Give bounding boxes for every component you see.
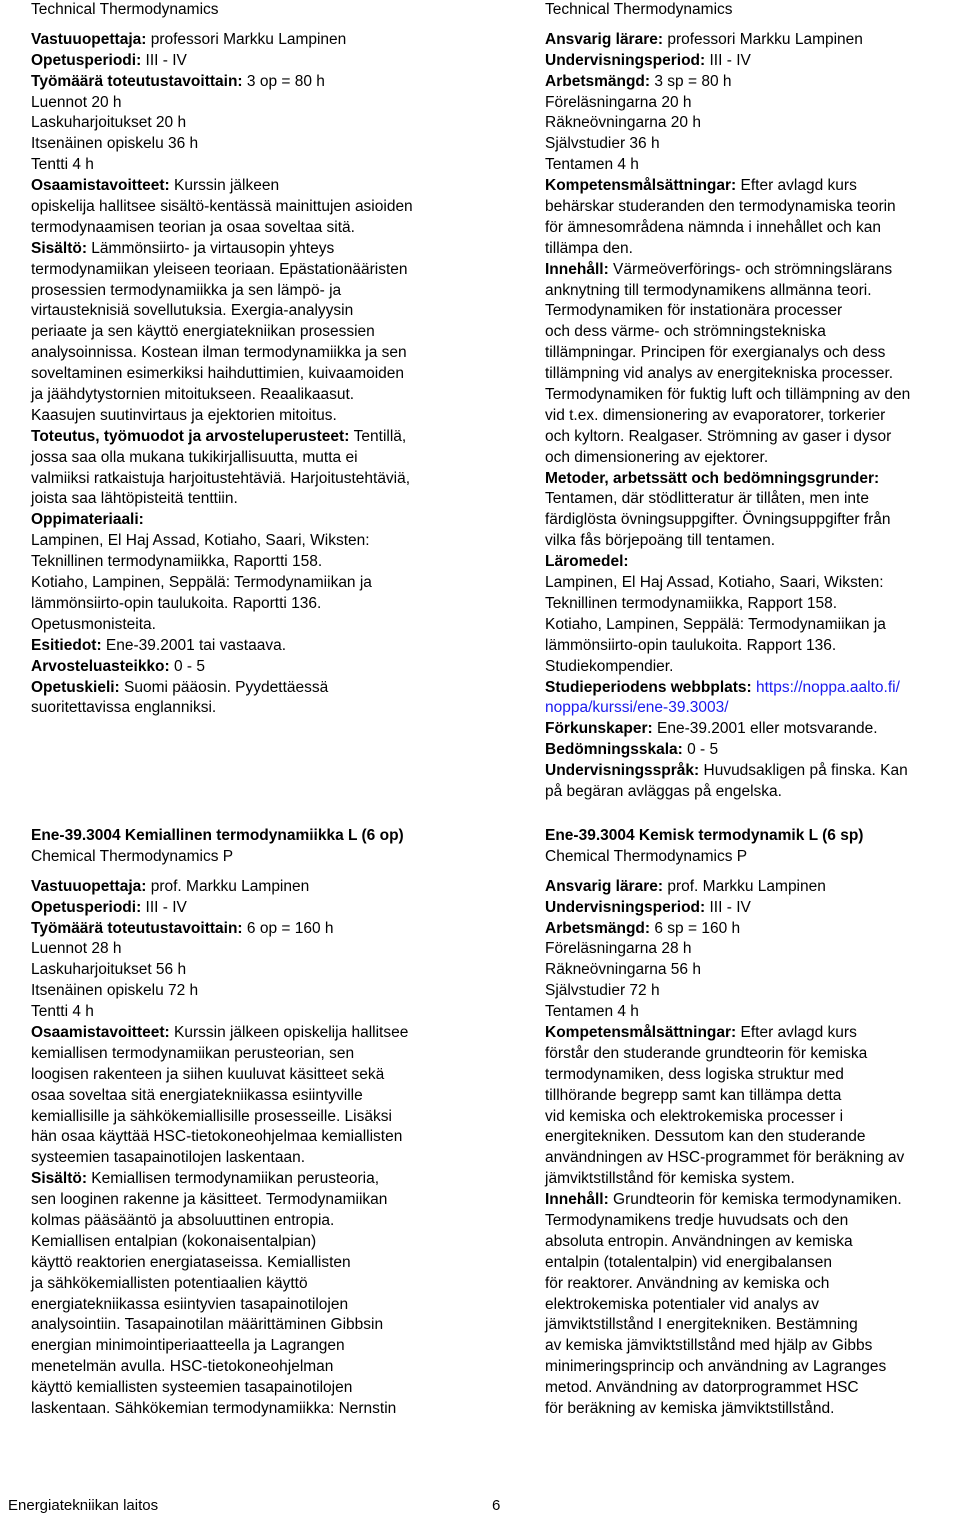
text-line [545,1295,960,1316]
line-text: III - IV [709,898,751,916]
field-label: Toteutus, työmuodot ja arvosteluperusteet: [31,427,354,445]
text-line [545,1378,960,1399]
field-label: Vastuuopettaja: [31,30,151,48]
text-line [31,1023,456,1044]
text-line [545,719,960,740]
text-line [545,113,960,134]
text-line [545,239,960,260]
line-text: Kotiaho, Lampinen, Seppälä: Termodynamiikan ja [31,574,372,592]
line-text: Itsenäinen opiskelu 36 h [31,135,199,153]
text-line [545,72,960,93]
text-line [31,615,456,636]
text-line [31,636,456,657]
text-line [31,364,456,385]
text-line [31,1378,456,1399]
text-line [545,1148,960,1169]
course-subtitle: Chemical Thermodynamics P [545,847,748,865]
line-text: energian minimointiperiaatteella ja Lagrangen [31,1337,345,1355]
field-label: Undervisningsspråk: [545,762,704,780]
line-text: Tentamen, där stödlitteratur är tillåten, men inte [545,490,869,508]
line-text: Kurssin jälkeen [174,177,280,195]
text-line [31,134,456,155]
line-text: Laskuharjoitukset 20 h [31,114,187,132]
line-text: ja sähkökemiallisten potentiaalien käyttö [31,1274,308,1292]
course-block-chemical-thermodynamics-sv [545,826,960,1420]
course-description [545,877,960,1420]
text-line [545,636,960,657]
line-text: anknytning till termodynamikens allmänna teori. [545,281,872,299]
text-line [545,1232,960,1253]
line-text: Föreläsningarna 28 h [545,940,692,958]
field-label: Metoder, arbetssätt och bedömningsgrunder: [545,469,880,487]
line-text: färdiglösta övningsuppgifter. Övningsuppgifter från [545,511,891,529]
field-label: Osaamistavoitteet: [31,1024,174,1042]
field-label: Esitiedot: [31,636,106,654]
text-line [545,1274,960,1295]
field-label: Undervisningsperiod: [545,51,710,69]
line-text: Tentamen 4 h [545,1003,639,1021]
line-text: användningen av HSC-programmet för beräkning av [545,1149,905,1167]
line-text: Värmeöverförings- och strömningslärans [613,260,893,278]
text-line [31,678,456,699]
text-line [31,281,456,302]
line-text: vilka fås börjepoäng till tentamen. [545,532,776,550]
text-line [31,260,456,281]
text-line [545,218,960,239]
line-text: kemiallisille ja sähkökemiallisille prosesseille. Lisäksi [31,1107,392,1125]
line-text: vid t.ex. dimensionering av evaporatorer, torkerier [545,406,886,424]
field-label: Förkunskaper: [545,720,657,738]
line-text: jossa saa olla mukana tukikirjallisuutta, mutta ei [31,448,358,466]
line-text: termodynaamisen teorian ja osaa soveltaa sitä. [31,218,355,236]
line-text: Kaasujen suutinvirtaus ja ejektorien mitoitus. [31,406,337,424]
line-text: Itsenäinen opiskelu 72 h [31,982,199,1000]
course-heading: Technical Thermodynamics [545,1,733,18]
field-label: Ansvarig lärare: [545,30,668,48]
line-text: Huvudsakligen på finska. Kan [703,762,908,780]
line-text: tillämpning vid analys av energitekniska processer. [545,365,894,383]
field-label: Opetusperiodi: [31,898,146,916]
text-line [31,239,456,260]
text-line [545,469,960,490]
text-line [31,1044,456,1065]
line-text: Termodynamiken för fuktig luft och tillämpning av den [545,386,911,404]
text-line [545,301,960,322]
page-number: 6 [492,1497,501,1514]
course-description [31,30,456,719]
field-label: Oppimateriaali: [31,511,144,529]
text-line [545,919,960,940]
line-text: menetelmän avulla. HSC-tietokoneohjelman [31,1358,334,1376]
line-text: tillämpningar. Principen för exergianalys och dess [545,344,886,362]
line-text: Ene-39.2001 tai vastaava. [105,636,287,654]
line-text: III - IV [145,51,187,69]
text-line [545,981,960,1002]
line-text: professori Markku Lampinen [667,30,863,48]
text-line [545,1253,960,1274]
line-text: förstår den studerande grundteorin för kemiska [545,1044,868,1062]
text-line [545,176,960,197]
course-block-chemical-thermodynamics-fi [31,826,456,1420]
line-text: energiatekniikassa esiintyvien tasapainotilojen [31,1295,349,1313]
text-line [545,782,960,803]
line-text: 6 sp = 160 h [654,919,741,937]
text-line [31,981,456,1002]
line-text: Tentamen 4 h [545,156,639,174]
text-line [545,1086,960,1107]
text-line [545,1336,960,1357]
line-text: analysointiin. Tasapainotilan määrittäminen Gibbsin [31,1316,384,1334]
line-text: och dess värme- och strömningstekniska [545,323,826,341]
field-label: Sisältö: [31,239,92,257]
line-text: vid kemiska och elektrokemiska processer i [545,1107,844,1125]
line-text: systeemien tasapainotilojen laskentaan. [31,1149,306,1167]
line-text: på begäran avläggas på engelska. [545,782,782,800]
text-line [31,573,456,594]
line-text: Teknillinen termodynamiikka, Raportti 158. [31,553,323,571]
text-line [545,322,960,343]
line-text: av kemiska jämviktstillstånd med hjälp av Gibbs [545,1337,873,1355]
text-line [31,427,456,448]
line-text: Lampinen, El Haj Assad, Kotiaho, Saari, Wiksten: [545,574,884,592]
text-line [31,1107,456,1128]
text-line [545,698,960,719]
course-description [545,30,960,803]
line-text: Lampinen, El Haj Assad, Kotiaho, Saari, Wiksten: [31,532,370,550]
line-text: Tentillä, [353,427,407,445]
line-text: sen looginen rakenne ja käsitteet. Termodynamiikan [31,1191,388,1209]
text-line [545,1002,960,1023]
line-text: Kemiallisen entalpian (kokonaisentalpian) [31,1232,317,1250]
text-line [545,594,960,615]
text-line [31,1253,456,1274]
text-line [545,657,960,678]
text-line [545,260,960,281]
line-text: Luennot 28 h [31,940,122,958]
text-line [31,301,456,322]
text-line [545,134,960,155]
text-line [31,1357,456,1378]
line-text: prosessien termodynamiikka ja sen lämpö- ja [31,281,342,299]
line-text: Föreläsningarna 20 h [545,93,692,111]
line-text: termodynamiikan yleiseen teoriaan. Epästationääristen [31,260,408,278]
text-line [545,1023,960,1044]
text-line [545,385,960,406]
line-text: Ene-39.2001 eller motsvarande. [656,720,878,738]
text-line [31,1232,456,1253]
text-line [545,1357,960,1378]
line-text: 0 - 5 [687,741,719,759]
text-line [545,740,960,761]
text-line [545,1315,960,1336]
text-line [545,573,960,594]
text-line [31,51,456,72]
course-description [31,877,456,1420]
line-text: Kurssin jälkeen opiskelija hallitsee [174,1024,409,1042]
text-line [31,176,456,197]
line-text: analysoinnissa. Kostean ilman termodynamiikka ja sen [31,344,407,362]
text-line [545,93,960,114]
text-line [545,1127,960,1148]
line-text: 3 sp = 80 h [654,72,732,90]
line-text: metod. Användning av datorprogrammet HSC [545,1379,859,1397]
text-line [31,343,456,364]
line-text: virtausteknisiä sovellutuksia. Exergia-analyysin [31,302,354,320]
field-label: Arbetsmängd: [545,919,655,937]
line-text: Teknillinen termodynamiikka, Rapport 158. [545,594,838,612]
line-text: absoluta entropin. Användningen av kemiska [545,1232,853,1250]
text-line [545,1065,960,1086]
line-text: lämmönsiirto-opin taulukoita. Raportti 136. [31,594,322,612]
line-text: Studiekompendier. [545,657,674,675]
text-line [31,155,456,176]
line-text: prof. Markku Lampinen [150,877,310,895]
course-subtitle: Chemical Thermodynamics P [31,847,234,865]
line-text: III - IV [145,898,187,916]
text-line [545,939,960,960]
text-line [31,1169,456,1190]
text-line [31,1399,456,1420]
text-line [31,1295,456,1316]
line-text: Suomi pääosin. Pyydettäessä [124,678,329,696]
line-text: termodynamiken, dess logiska struktur med [545,1065,844,1083]
text-line [31,657,456,678]
link-text[interactable]: https://noppa.aalto.fi/ [756,678,900,696]
text-line [31,218,456,239]
line-text: joista saa lähtöpisteitä tenttiin. [31,490,238,508]
text-line [545,1107,960,1128]
line-text: Kotiaho, Lampinen, Seppälä: Termodynamiikan ja [545,615,886,633]
text-line [31,960,456,981]
field-label: Innehåll: [545,1191,614,1209]
line-text: käyttö kemiallisten systeemien tasapainotilojen [31,1379,353,1397]
text-line [31,197,456,218]
line-text: och dimensionering av ejektorer. [545,448,769,466]
line-text: suoritettavissa englanniksi. [31,699,217,717]
line-text: Efter avlagd kurs [740,177,857,195]
line-text: och kyltorn. Realgaser. Strömning av gaser i dysor [545,427,892,445]
field-label: Innehåll: [545,260,614,278]
text-line [31,489,456,510]
text-line [545,1169,960,1190]
line-text: Laskuharjoitukset 56 h [31,961,187,979]
line-text: Självstudier 72 h [545,982,660,1000]
line-text: Grundteorin för kemiska termodynamiken. [613,1191,902,1209]
text-line [545,1044,960,1065]
field-label: Työmäärä toteutustavoittain: [31,919,247,937]
line-text: käyttö reaktorien energiataseissa. Kemiallisten [31,1253,351,1271]
line-text: Opetusmonisteita. [31,615,156,633]
line-text: entalpin (totalentalpin) vid energibalansen [545,1253,832,1271]
text-line [31,594,456,615]
text-line [31,1086,456,1107]
text-line [545,51,960,72]
field-label: Bedömningsskala: [545,741,688,759]
text-line [31,1336,456,1357]
line-text: kolmas pääsääntö ja absoluuttinen entropia. [31,1212,335,1230]
text-line [31,1211,456,1232]
line-text: för beräkning av kemiska jämviktstillstånd. [545,1400,835,1418]
field-label: Arvosteluasteikko: [31,657,174,675]
line-text: elektrokemiska potentialer vid analys av [545,1295,819,1313]
line-text: Självstudier 36 h [545,135,660,153]
text-line [545,510,960,531]
line-text: osaa soveltaa sitä energiatekniikassa esiintyville [31,1086,363,1104]
line-text: periaate ja sen käyttö energiatekniikan prosessien [31,323,375,341]
line-text: valmiiksi ratkaistuja harjoitustehtäviä. Harjoitustehtäviä, [31,469,411,487]
line-text: kemiallisen termodynamiikan perusteorian, sen [31,1044,355,1062]
field-label: Opetuskieli: [31,678,125,696]
text-line [545,155,960,176]
field-label: Undervisningsperiod: [545,898,710,916]
text-line [31,939,456,960]
field-label: Kompetensmålsättningar: [545,1024,741,1042]
line-text: Termodynamikens tredje huvudsats och den [545,1212,849,1230]
line-text: Luennot 20 h [31,93,122,111]
line-text: Termodynamiken för instationära processer [545,302,843,320]
text-line [545,1399,960,1420]
text-line [31,919,456,940]
text-line [31,552,456,573]
line-text: 6 op = 160 h [246,919,334,937]
text-line [31,531,456,552]
text-line [31,1148,456,1169]
text-line [31,406,456,427]
field-label: Kompetensmålsättningar: [545,177,741,195]
text-line [545,552,960,573]
text-line [545,615,960,636]
text-line [31,1127,456,1148]
line-text: opiskelija hallitsee sisältö-kentässä mainittujen asioiden [31,198,413,216]
line-text: minimeringsprincip och användning av Lagranges [545,1358,887,1376]
text-line [31,322,456,343]
line-text: energitekniken. Dessutom kan den studerande [545,1128,866,1146]
line-text: Kemiallisen termodynamiikan perusteoria, [91,1170,380,1188]
text-line [545,343,960,364]
line-text: lämmönsiirto-opin taulukoita. Rapport 136. [545,636,837,654]
line-text: hän osaa käyttää HSC-tietokoneohjelmaa kemiallisten [31,1128,403,1146]
field-label: Sisältö: [31,1170,92,1188]
line-text: soveltaminen esimerkiksi haihduttimien, kuivaamoiden [31,365,405,383]
text-line [31,1274,456,1295]
course-code-title: Ene-39.3004 Kemisk termodynamik L (6 sp) [545,827,864,844]
text-line [545,30,960,51]
text-line [545,1211,960,1232]
course-block-technical-thermodynamics-sv [545,0,960,803]
line-text: professori Markku Lampinen [150,30,347,48]
text-line [31,93,456,114]
text-line [31,1190,456,1211]
text-line [31,72,456,93]
line-text: laskentaan. Sähkökemian termodynamiikka: Nernstin [31,1400,397,1418]
footer-department: Energiatekniikan laitos [8,1497,159,1514]
line-text: 3 op = 80 h [246,72,325,90]
field-label: Opetusperiodi: [31,51,146,69]
text-line [31,113,456,134]
text-line [545,960,960,981]
text-line [545,197,960,218]
field-label: Ansvarig lärare: [545,877,668,895]
text-line [545,448,960,469]
line-text: Lämmönsiirto- ja virtausopin yhteys [91,239,335,257]
field-label: Työmäärä toteutustavoittain: [31,72,247,90]
field-label: Läromedel: [545,553,629,571]
text-line [545,898,960,919]
line-text: Räkneövningarna 56 h [545,961,701,979]
text-line [31,1315,456,1336]
text-line [31,30,456,51]
line-text: Räkneövningarna 20 h [545,114,701,132]
text-line [545,406,960,427]
line-text: III - IV [709,51,751,69]
text-line [545,531,960,552]
line-text: Tentti 4 h [31,1003,94,1021]
text-line [31,1002,456,1023]
field-label: Arbetsmängd: [545,72,655,90]
line-text: 0 - 5 [174,657,206,675]
line-text: för ämnesområdena nämnda i innehållet och kan [545,218,882,236]
course-code-title: Ene-39.3004 Kemiallinen termodynamiikka L (6 op) [31,827,404,844]
link-text[interactable]: noppa/kurssi/ene-39.3003/ [545,699,729,717]
line-text: ja jäähdytystornien mitoitukseen. Reaalikaasut. [31,386,355,404]
field-label: Osaamistavoitteet: [31,177,174,195]
course-heading: Technical Thermodynamics [31,1,219,18]
text-line [545,364,960,385]
text-line [31,877,456,898]
line-text: jämviktstillstånd I energitekniken. Bestämning [545,1316,858,1334]
text-line [31,510,456,531]
text-line [545,489,960,510]
text-line [31,385,456,406]
line-text: jämviktstillstånd för kemiska system. [545,1170,795,1188]
text-line [545,678,960,699]
text-line [545,877,960,898]
line-text: behärskar studeranden den termodynamiska teorin [545,198,896,216]
line-text: Efter avlagd kurs [740,1024,857,1042]
course-block-technical-thermodynamics-fi [31,0,456,719]
line-text: för reaktorer. Användning av kemiska och [545,1274,830,1292]
text-line [545,761,960,782]
text-line [31,448,456,469]
text-line [31,698,456,719]
line-text: prof. Markku Lampinen [667,877,826,895]
text-line [545,427,960,448]
text-line [545,1190,960,1211]
field-label: Vastuuopettaja: [31,877,151,895]
text-line [31,469,456,490]
text-line [545,281,960,302]
text-line [31,1065,456,1086]
field-label: Studieperiodens webbplats: [545,678,756,696]
line-text: loogisen rakenteen ja siihen kuuluvat käsitteet sekä [31,1065,385,1083]
text-line [31,898,456,919]
line-text: Tentti 4 h [31,156,94,174]
line-text: tillämpa den. [545,239,633,257]
line-text: tillhörande begrepp samt kan tillämpa detta [545,1086,842,1104]
